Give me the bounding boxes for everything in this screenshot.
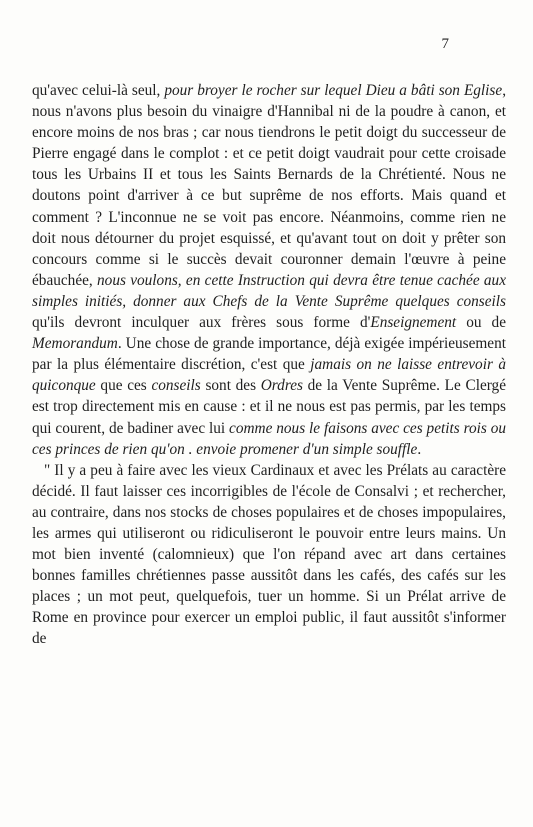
page-number: 7 <box>441 36 449 52</box>
text-run: qu'avec celui-là seul, <box>32 82 165 99</box>
body-text <box>32 80 506 650</box>
text-run: . Une chose de grande importance, déjà exigée impérieusement par la plus élémentaire discrétion, c'est que <box>32 335 506 374</box>
italic-run: comme nous le faisons avec ces petits rois ou ces princes de rien qu'on . envoie promener d'un simple souffle <box>32 419 506 458</box>
text-run: ou de <box>456 314 506 332</box>
paragraph <box>32 80 506 460</box>
text-run: que ces <box>95 377 152 395</box>
text-run: qu'ils devront inculquer aux frères sous forme d' <box>32 314 371 332</box>
italic-run: Memorandum <box>32 335 118 353</box>
text-run: sont des <box>200 377 261 395</box>
italic-run: conseils <box>151 377 201 395</box>
paragraph <box>32 460 506 650</box>
italic-run: jamais on ne laisse entrevoir à quiconque <box>32 356 506 395</box>
italic-run: nous voulons, en cette Instruction qui devra être tenue cachée aux simples initiés, donner aux Chefs de la Vente Suprême quelques conseils <box>32 271 506 310</box>
italic-run: Enseignement <box>370 314 457 332</box>
italic-run: pour broyer le rocher sur lequel Dieu a bâti son Eglise <box>164 82 503 99</box>
italic-run: Ordres <box>260 377 303 395</box>
text-run: de la Vente Suprême. Le Clergé est trop directement mis en cause : et il ne nous est pas permis, par les temps qui courent, de badiner avec lui <box>32 377 506 437</box>
text-run: , nous n'avons plus besoin du vinaigre d'Hannibal ni de la poudre à canon, et encore moins de nos bras ; car nous tiendrons le petit doigt du successeur de Pierre engagé dans le complot : et ce petit doigt vaudrait pour cette croisade tous les Urbains II et tous les Saints Bernards de la Chrétienté. Nous ne doutons point d'arriver à ce but suprême de nos efforts. Mais quand et comment ? L'inconnue ne se voit pas encore. Néanmoins, comme rien ne doit nous détourner du projet esquissé, et qu'avant tout on doit y prêter son concours comme si le succès devait couronner demain l'œuvre à peine ébauchée, <box>32 82 507 289</box>
text-run: " Il y a peu à faire avec les vieux Cardinaux et avec les Prélats au caractère décidé. Il faut laisser ces incorrigibles de l'école de Consalvi ; et rechercher, au contraire, dans nos stocks de choses populaires et de choses impopulaires, les armes qui utiliseront ou ridiculiseront le pouvoir entre leurs mains. Un mot bien inventé (calomnieux) que l'on répand avec art dans certaines bonnes familles chrétiennes passe aussitôt dans les cafés, des cafés sur les places ; un mot peut, quelquefois, tuer un homme. Si un Prélat arrive de Rome en province pour exercer un emploi public, il faut aussitôt s'informer de <box>32 461 506 648</box>
text-run: . <box>417 440 422 458</box>
